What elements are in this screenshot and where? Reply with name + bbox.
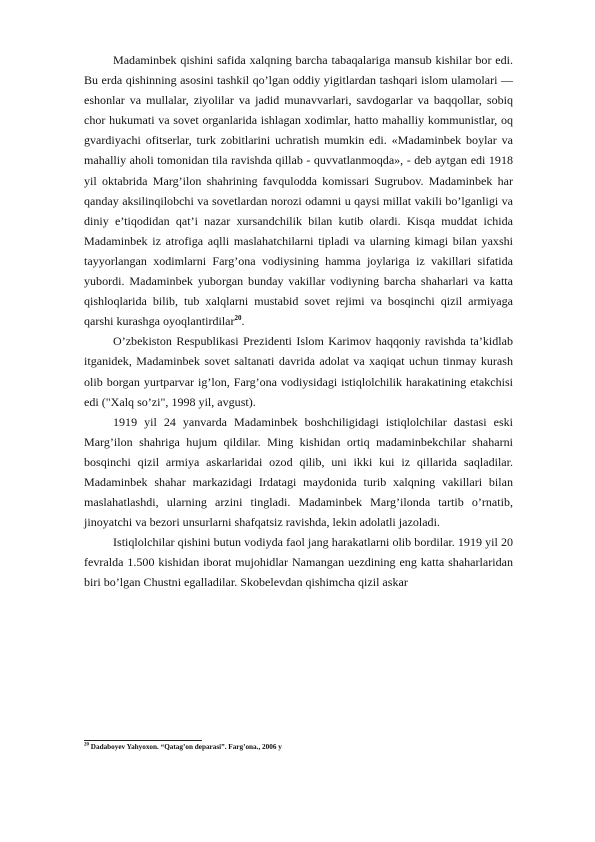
paragraph-4: Istiqlolchilar qishini butun vodiyda faol jang harakatlarni olib bordilar. 1919 yil 20 fevralda 1.500 kishidan iborat mujohidlar Namangan uezdining eng katta shaharlaridan biri bo’lgan Chustni egalladilar. Skobelevdan qishimcha qizil askar xyxy=(84,535,513,590)
paragraph-1 xyxy=(84,50,513,331)
paragraph-2: O’zbekiston Respublikasi Prezidenti Islom Karimov haqqoniy ravishda ta’kidlab itganidek, Madaminbek sovet saltanati davrida adolat va xaqiqat uchun tinmay kurash olib borgan yurtparvar ig’lon, Farg’ona vodiysidagi istiqlolchilik harakatining etakchisi edi ("Xalq so’zi", 1998 yil, avgust). xyxy=(84,334,513,409)
footnote xyxy=(84,742,513,752)
paragraph-1-text: Madaminbek qishini safida xalqning barcha tabaqalariga mansub kishilar bor edi. Bu erda qishinning asosini tashkil qo’lgan oddiy yigitlardan tashqari islom ulamolari — eshonlar va mullalar, ziyolilar va jadid munavvarlari, savdogarlar va baqqollar, sobiq chor hukumati va sovet organlarida ishlagan xodimlar, hatto mahalliy kommunistlar, oq gvardiyachi ofitserlar, turk zobitlarini uchratish mumkin edi. «Madaminbek boylar va mahalliy aholi tomonidan tila ravishda qillab - quvvatlanmoqda», - deb aytgan edi 1918 yil oktabrida Marg’ilon shahrining favqulodda komissari Sugrubov. Madaminbek har qanday aksilinqilobchi va sovetlardan norozi odamni u qaysi millat vakili bo’lganligi va diniy e’tiqodidan qat’i nazar xursandchilik bilan kutib olardi. Kisqa muddat ichida Madaminbek iz atrofiga aqlli maslahatchilarni tipladi va ularning kimagi bilan yaxshi tayyorlangan xodimlarni Farg’ona vodiysining hamma joylariga iz vakillari sifatida yubordi. Madaminbek yuborgan bunday vakillar vodiyning barcha shaharlari va katta qishloqlarida bilib, tub xalqlarni mustabid sovet rejimi va bosqinchi qizil armiyaga qarshi kurashga oyoqlantirdilar xyxy=(84,53,513,329)
paragraph-3: 1919 yil 24 yanvarda Madaminbek boshchiligidagi istiqlolchilar dastasi eski Marg’ilon shahriga hujum qildilar. Ming kishidan ortiq madaminbekchilar shaharni bosqinchi qizil armiya askarlaridai ozod qilib, uni ikki kui iz qillarida saqladilar. Madaminbek shahar markazidagi Irdatagi maydonida turib xalqning vakillari bilan maslahatlashdi, ularning arzini tingladi. Madaminbek Marg’ilonda tartib o’rnatib, jinoyatchi va bezori unsurlarni shafqatsiz ravishda, lekin adolatli jazoladi. xyxy=(84,414,513,530)
footnote-reference[interactable]: 20 xyxy=(234,314,242,323)
footnote-divider xyxy=(84,740,202,741)
paragraph-1-end: . xyxy=(241,314,245,329)
footnote-text: Dadaboyev Yahyoxon. “Qatag’on deparasi”. Farg’ona., 2006 y xyxy=(89,743,282,751)
body-text xyxy=(84,50,513,593)
footnote-number: 20 xyxy=(84,742,89,748)
